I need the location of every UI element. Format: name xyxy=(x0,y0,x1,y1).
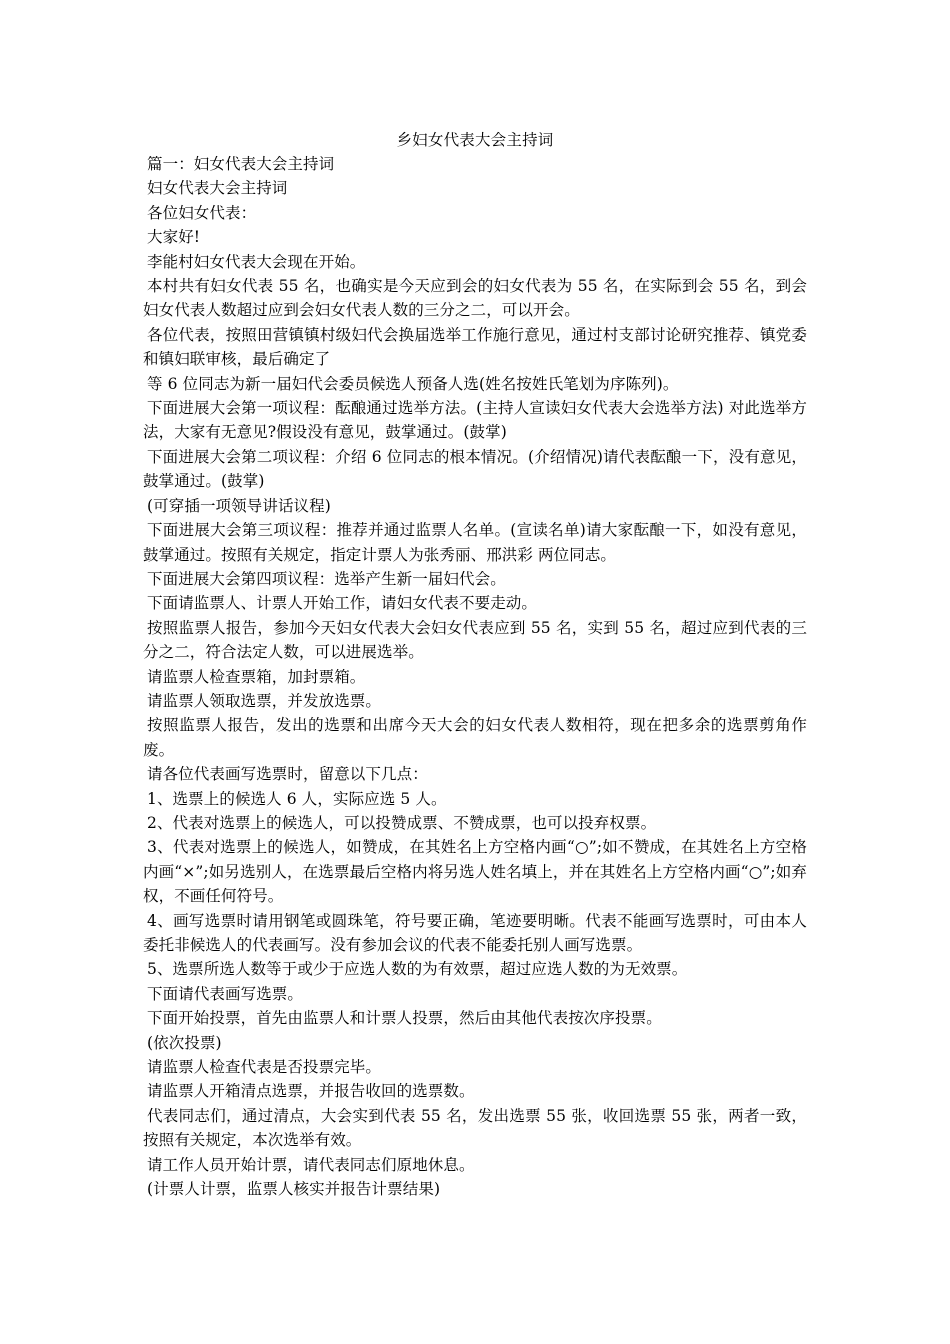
body-paragraph: 本村共有妇女代表 55 名，也确实是今天应到会的妇女代表为 55 名，在实际到会 55 名，到会妇女代表人数超过应到会妇女代表人数的三分之二，可以开会。 xyxy=(143,277,807,320)
body-paragraph: 请监票人开箱清点选票，并报告收回的选票数。 xyxy=(147,1082,475,1101)
body-paragraph: (计票人计票，监票人核实并报告计票结果) xyxy=(147,1180,441,1199)
body-paragraph: 下面进展大会第二项议程：介绍 6 位同志的根本情况。(介绍情况)请代表酝酿一下，没有意见，鼓掌通过。(鼓掌) xyxy=(143,447,807,491)
body-paragraph: 下面进展大会第四项议程：选举产生新一届妇代会。 xyxy=(147,569,506,588)
body-paragraph: 下面进展大会第一项议程：酝酿通过选举方法。(主持人宣读妇女代表大会选举方法) 对此选举方法，大家有无意见?假设没有意见，鼓掌通过。(鼓掌) xyxy=(143,399,807,442)
document-title: 乡妇女代表大会主持词 xyxy=(396,131,554,149)
body-paragraph: 请各位代表画写选票时，留意以下几点： xyxy=(147,765,428,784)
body-paragraph: (可穿插一项领导讲话议程) xyxy=(147,496,331,515)
body-paragraph: 1、选票上的候选人 6 人，实际应选 5 人。 xyxy=(147,789,447,808)
body-paragraph: 下面开始投票，首先由监票人和计票人投票，然后由其他代表按次序投票。 xyxy=(147,1009,662,1028)
body-paragraph: 妇女代表大会主持词 xyxy=(147,179,288,198)
body-paragraph: (依次投票) xyxy=(147,1033,222,1052)
body-paragraph: 请监票人检查票箱，加封票箱。 xyxy=(147,667,366,686)
body-paragraph: 4、画写选票时请用钢笔或圆珠笔，符号要正确，笔迹要明晰。代表不能画写选票时，可由本人委托非候选人的代表画写。没有参加会议的代表不能委托别人画写选票。 xyxy=(143,911,807,954)
body-paragraph: 李能村妇女代表大会现在开始。 xyxy=(147,252,366,271)
body-paragraph: 等 6 位同志为新一届妇代会委员候选人预备人选(姓名按姓氏笔划为序陈列)。 xyxy=(147,374,679,393)
body-paragraph: 请监票人检查代表是否投票完毕。 xyxy=(147,1058,382,1077)
body-paragraph: 大家好! xyxy=(147,228,201,247)
body-paragraph: 5、选票所选人数等于或少于应选人数的为有效票，超过应选人数的为无效票。 xyxy=(147,960,688,979)
document-body xyxy=(143,152,807,1201)
body-paragraph: 篇一：妇女代表大会主持词 xyxy=(147,155,335,173)
body-paragraph: 请监票人领取选票，并发放选票。 xyxy=(147,691,382,710)
body-paragraph: 代表同志们，通过清点，大会实到代表 55 名，发出选票 55 张，收回选票 55 张，两者一致，按照有关规定，本次选举有效。 xyxy=(143,1106,807,1150)
body-paragraph: 3、代表对选票上的候选人，如赞成，在其姓名上方空格内画“○”;如不赞成，在其姓名上方空格内画“×”;如另选别人，在选票最后空格内将另选人姓名填上，并在其姓名上方空格内画“○”;如弃权，不画任何符号。 xyxy=(143,838,807,906)
body-paragraph: 下面请监票人、计票人开始工作，请妇女代表不要走动。 xyxy=(147,594,538,613)
body-paragraph: 各位妇女代表： xyxy=(147,203,257,222)
body-paragraph: 下面进展大会第三项议程：推荐并通过监票人名单。(宣读名单)请大家酝酿一下，如没有意见，鼓掌通过。按照有关规定，指定计票人为张秀丽、邢洪彩 两位同志。 xyxy=(143,521,807,564)
body-paragraph: 2、代表对选票上的候选人，可以投赞成票、不赞成票，也可以投弃权票。 xyxy=(147,813,657,832)
body-paragraph: 下面请代表画写选票。 xyxy=(147,984,304,1003)
body-paragraph: 各位代表，按照田营镇镇村级妇代会换届选举工作施行意见，通过村支部讨论研究推荐、镇党委和镇妇联审核，最后确定了 xyxy=(143,325,807,369)
body-paragraph: 请工作人员开始计票，请代表同志们原地休息。 xyxy=(147,1155,475,1174)
body-paragraph: 按照监票人报告，发出的选票和出席今天大会的妇女代表人数相符，现在把多余的选票剪角作废。 xyxy=(143,716,807,759)
body-paragraph: 按照监票人报告，参加今天妇女代表大会妇女代表应到 55 名，实到 55 名，超过应到代表的三分之二，符合法定人数，可以进展选举。 xyxy=(143,618,807,662)
